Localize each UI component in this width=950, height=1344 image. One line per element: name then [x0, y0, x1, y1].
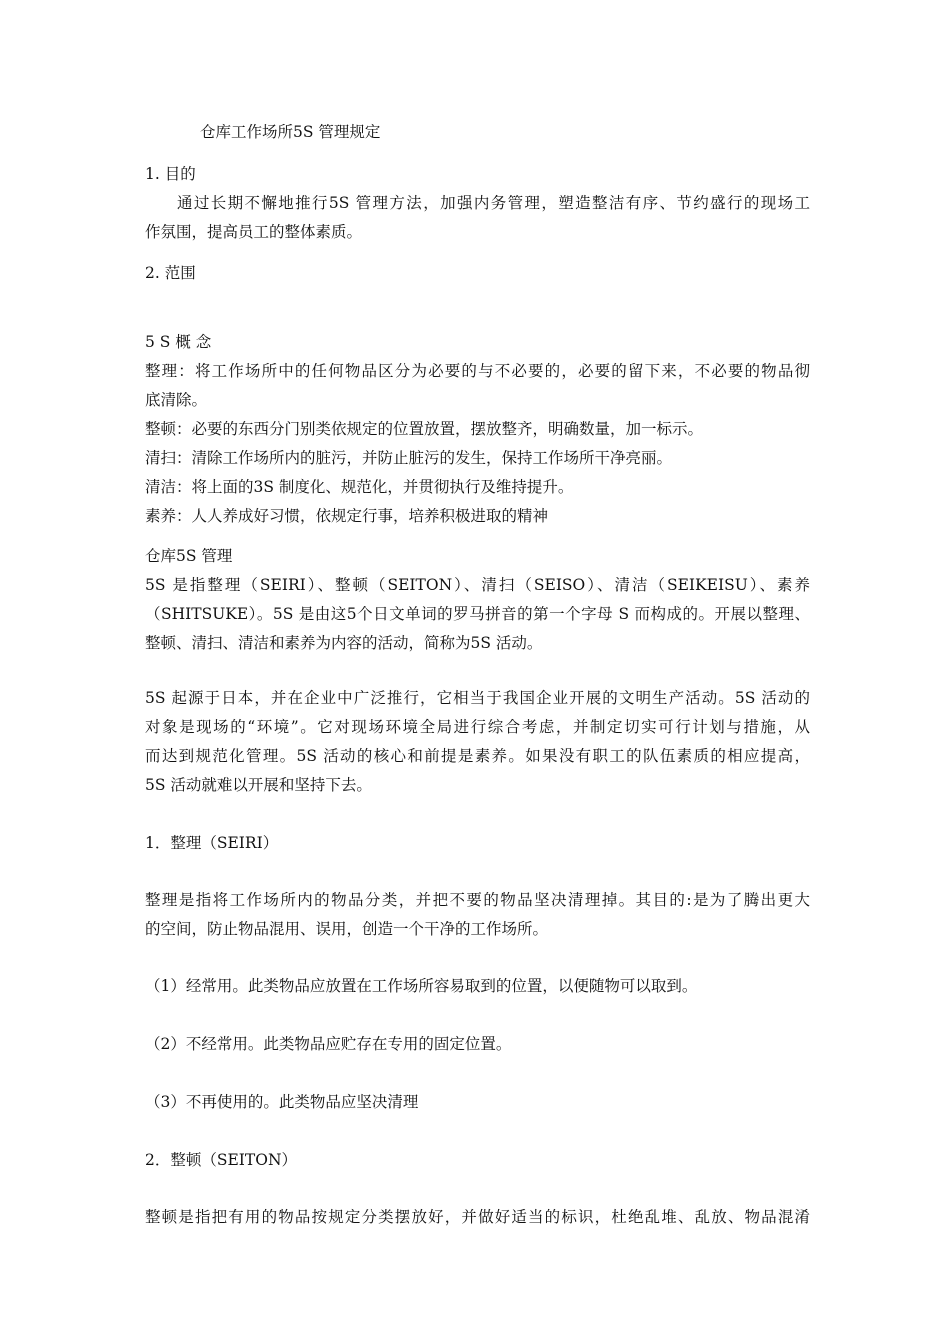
seiri-item: （1）经常用。此类物品应放置在工作场所容易取到的位置，以便随物可以取到。	[145, 977, 698, 995]
concept-line: 整顿：必要的东西分门别类依规定的位置放置，摆放整齐，明确数量，加一标示。	[145, 420, 704, 438]
purpose-heading: 1. 目的	[145, 165, 196, 183]
purpose-paragraph-line: 通过长期不懈地推行5S 管理方法，加强内务管理，塑造整洁有序、节约盛行的现场工	[177, 194, 810, 212]
seiri-item: （3）不再使用的。此类物品应坚决清理	[145, 1093, 419, 1111]
warehouse-paragraph-line: （SHITSUKE）。5S 是由这5个日文单词的罗马拼音的第一个字母 S 而构成的。开展以整理、	[145, 605, 810, 623]
seiton-heading: 2．整顿（SEITON）	[145, 1151, 298, 1169]
concept-line: 整理：将工作场所中的任何物品区分为必要的与不必要的，必要的留下来，不必要的物品彻	[145, 362, 810, 380]
seiri-paragraph-line: 的空间，防止物品混用、误用，创造一个干净的工作场所。	[145, 920, 549, 938]
document-title: 仓库工作场所5S 管理规定	[200, 123, 381, 141]
warehouse-heading: 仓库5S 管理	[145, 547, 233, 565]
seiton-paragraph-line: 整顿是指把有用的物品按规定分类摆放好，并做好适当的标识，杜绝乱堆、乱放、物品混淆	[145, 1208, 810, 1226]
seiri-paragraph-line: 整理是指将工作场所内的物品分类，并把不要的物品坚决清理掉。其目的:是为了腾出更大	[145, 891, 810, 909]
concept-line: 清扫：清除工作场所内的脏污，并防止脏污的发生，保持工作场所干净亮丽。	[145, 449, 673, 467]
concept-line: 素养：人人养成好习惯，依规定行事，培养积极进取的精神	[145, 507, 549, 525]
origin-paragraph-line: 而达到规范化管理。5S 活动的核心和前提是素养。如果没有职工的队伍素质的相应提高，	[145, 747, 810, 765]
warehouse-paragraph-line: 5S 是指整理（SEIRI）、整顿（SEITON）、清扫（SEISO）、清洁（SEIKEISU）、素养	[145, 576, 810, 594]
concept-line: 清洁：将上面的3S 制度化、规范化，并贯彻执行及维持提升。	[145, 478, 574, 496]
origin-paragraph-line: 5S 起源于日本，并在企业中广泛推行，它相当于我国企业开展的文明生产活动。5S 活动的	[145, 689, 810, 707]
scope-heading: 2. 范围	[145, 264, 196, 282]
origin-paragraph-line: 5S 活动就难以开展和坚持下去。	[145, 776, 372, 794]
concept-line: 底清除。	[145, 391, 208, 409]
seiri-heading: 1．整理（SEIRI）	[145, 834, 279, 852]
warehouse-paragraph-line: 整顿、清扫、清洁和素养为内容的活动，简称为5S 活动。	[145, 634, 543, 652]
origin-paragraph-line: 对象是现场的“环境”。它对现场环境全局进行综合考虑，并制定切实可行计划与措施，从	[145, 718, 810, 736]
purpose-paragraph-line: 作氛围，提高员工的整体素质。	[145, 223, 363, 241]
seiri-item: （2）不经常用。此类物品应贮存在专用的固定位置。	[145, 1035, 512, 1053]
concept-heading: 5 S 概 念	[145, 333, 212, 351]
